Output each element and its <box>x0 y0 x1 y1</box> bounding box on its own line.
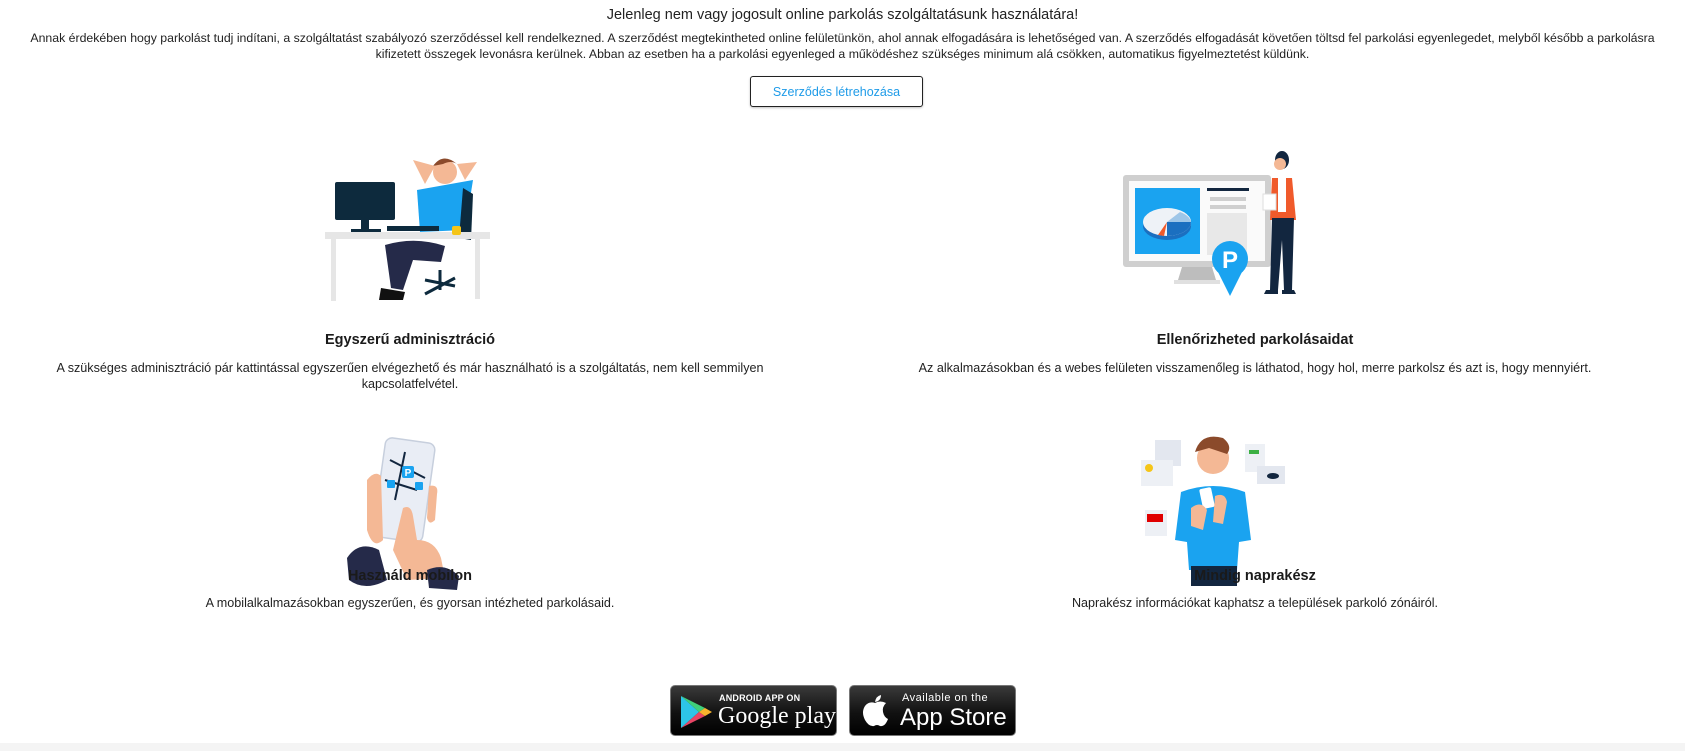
feature-use-mobile <box>20 430 800 660</box>
notice-title: Jelenleg nem vagy jogosult online parkolás szolgáltatásunk használatára! <box>606 7 1079 23</box>
feature-text: A szükséges adminisztráció pár kattintással egyszerűen elvégezhető és már használható is a szolgáltatás, nem kell semmilyen kapcsolatfelvétel. <box>56 361 764 391</box>
svg-text:P: P <box>1221 247 1239 274</box>
feature-title: Ellenőrizheted parkolásaidat <box>1156 332 1354 348</box>
app-store-big-label: App Store <box>900 704 1007 731</box>
feature-title: Használd mobilon <box>347 568 473 584</box>
create-contract-button[interactable]: Szerződés létrehozása <box>750 76 923 107</box>
feature-simple-admin <box>20 150 800 400</box>
svg-text:P: P <box>404 468 412 479</box>
feature-text: Naprakész információkat kaphatsz a települések parkoló zónáiról. <box>1071 596 1439 610</box>
google-play-big-label: Google play <box>718 703 836 729</box>
feature-text: Az alkalmazásokban és a webes felületen visszamenőleg is láthatod, hogy hol, merre parkolsz és azt is, hogy mennyiért. <box>918 361 1592 375</box>
google-play-badge[interactable] <box>670 685 837 736</box>
notice-text: Annak érdekében hogy parkolást tudj indítani, a szolgáltatást szabályozó szerződéssel kell rendelkezned. A szerződést megtekintheted online felületünkön, ahol annak elfogadására is lehetőséged van. A szerződés elfogadását követően töltsd fel parkolási egyenlegedet, melyből később a parkolásra kifizetett összegek levonásra kerülnek. Abban az esetben ha a parkolási egyenleged a működéshez szükséges minimum alá csökken, automatikus figyelmeztetést küldünk. <box>30 31 1655 61</box>
footer-strip <box>0 743 1685 751</box>
feature-title: Egyszerű adminisztráció <box>324 332 496 348</box>
app-store-badge[interactable] <box>849 685 1016 736</box>
feature-text: A mobilalkalmazásokban egyszerűen, és gyorsan intézheted parkolásaid. <box>205 596 615 610</box>
feature-check-parkings <box>850 150 1660 400</box>
google-play-small-label: ANDROID APP ON <box>719 693 801 703</box>
man-at-desk-illustration <box>325 150 495 310</box>
app-store-small-label: Available on the <box>902 692 989 704</box>
feature-title: Mindig naprakész <box>1194 568 1316 584</box>
apple-icon <box>860 694 890 728</box>
google-play-icon <box>679 695 713 729</box>
feature-up-to-date <box>850 430 1660 660</box>
monitor-parking-illustration <box>1120 150 1305 315</box>
